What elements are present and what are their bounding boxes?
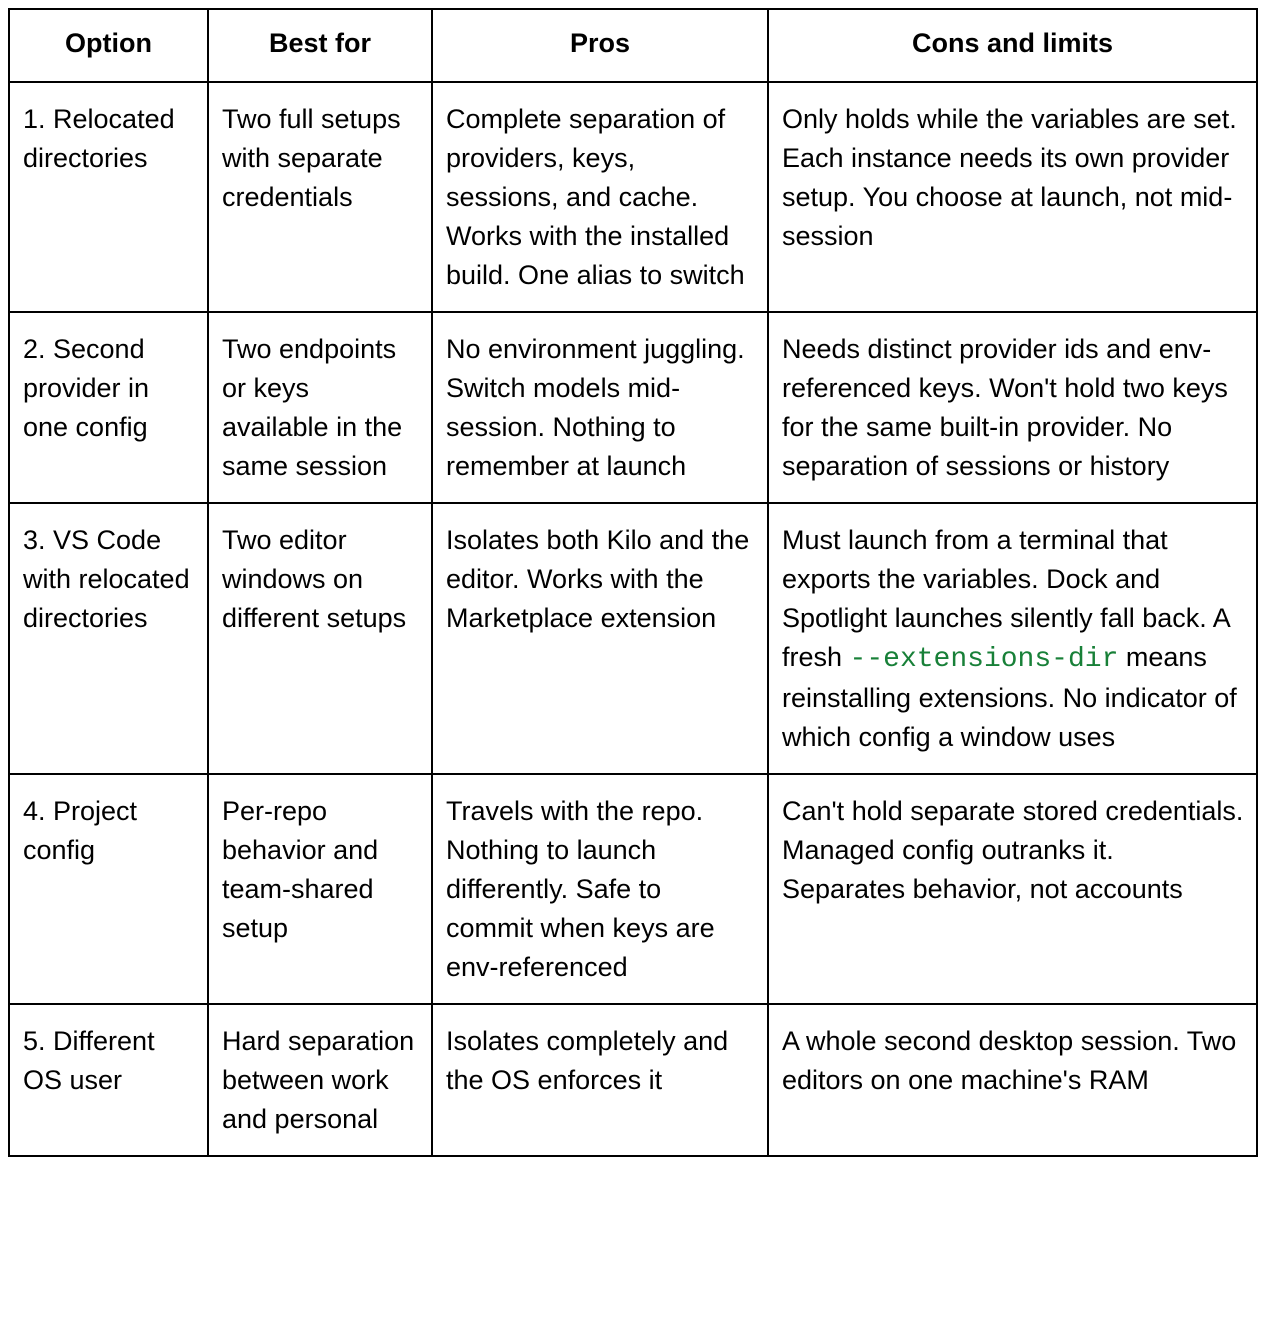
table-row bbox=[9, 82, 1257, 312]
table-row bbox=[9, 312, 1257, 503]
pros-cell: Isolates both Kilo and the editor. Works with the Marketplace extension bbox=[432, 503, 768, 774]
option-cell: 1. Relocated directories bbox=[9, 82, 208, 312]
best-for-cell: Per-repo behavior and team-shared setup bbox=[208, 774, 432, 1004]
pros-cell: Isolates completely and the OS enforces it bbox=[432, 1004, 768, 1156]
extensions-dir-code: --extensions-dir bbox=[849, 644, 1119, 675]
pros-cell: Travels with the repo. Nothing to launch differently. Safe to commit when keys are env-referenced bbox=[432, 774, 768, 1004]
best-for-cell: Two endpoints or keys available in the same session bbox=[208, 312, 432, 503]
table-row bbox=[9, 1004, 1257, 1156]
header-best-for: Best for bbox=[208, 9, 432, 82]
cons-cell: Needs distinct provider ids and env-referenced keys. Won't hold two keys for the same built-in provider. No separation of sessions or history bbox=[768, 312, 1257, 503]
cons-cell bbox=[768, 503, 1257, 774]
cons-cell: A whole second desktop session. Two editors on one machine's RAM bbox=[768, 1004, 1257, 1156]
option-cell: 3. VS Code with relocated directories bbox=[9, 503, 208, 774]
cons-text-after: means reinstalling extensions. No indicator of which config a window uses bbox=[782, 642, 1237, 752]
best-for-cell: Two full setups with separate credentials bbox=[208, 82, 432, 312]
options-comparison-table bbox=[8, 8, 1258, 1157]
header-cons-and-limits: Cons and limits bbox=[768, 9, 1257, 82]
option-cell: 4. Project config bbox=[9, 774, 208, 1004]
table-header-row bbox=[9, 9, 1257, 82]
table-row bbox=[9, 503, 1257, 774]
best-for-cell: Two editor windows on different setups bbox=[208, 503, 432, 774]
option-cell: 2. Second provider in one config bbox=[9, 312, 208, 503]
pros-cell: Complete separation of providers, keys, sessions, and cache. Works with the installed build. One alias to switch bbox=[432, 82, 768, 312]
best-for-cell: Hard separation between work and personal bbox=[208, 1004, 432, 1156]
header-pros: Pros bbox=[432, 9, 768, 82]
header-option: Option bbox=[9, 9, 208, 82]
pros-cell: No environment juggling. Switch models mid-session. Nothing to remember at launch bbox=[432, 312, 768, 503]
cons-cell: Only holds while the variables are set. Each instance needs its own provider setup. You choose at launch, not mid-session bbox=[768, 82, 1257, 312]
option-cell: 5. Different OS user bbox=[9, 1004, 208, 1156]
table-row bbox=[9, 774, 1257, 1004]
cons-text-before: Must launch from a terminal that exports the variables. Dock and Spotlight launches silently fall back. A fresh bbox=[782, 525, 1230, 672]
cons-cell: Can't hold separate stored credentials. Managed config outranks it. Separates behavior, not accounts bbox=[768, 774, 1257, 1004]
